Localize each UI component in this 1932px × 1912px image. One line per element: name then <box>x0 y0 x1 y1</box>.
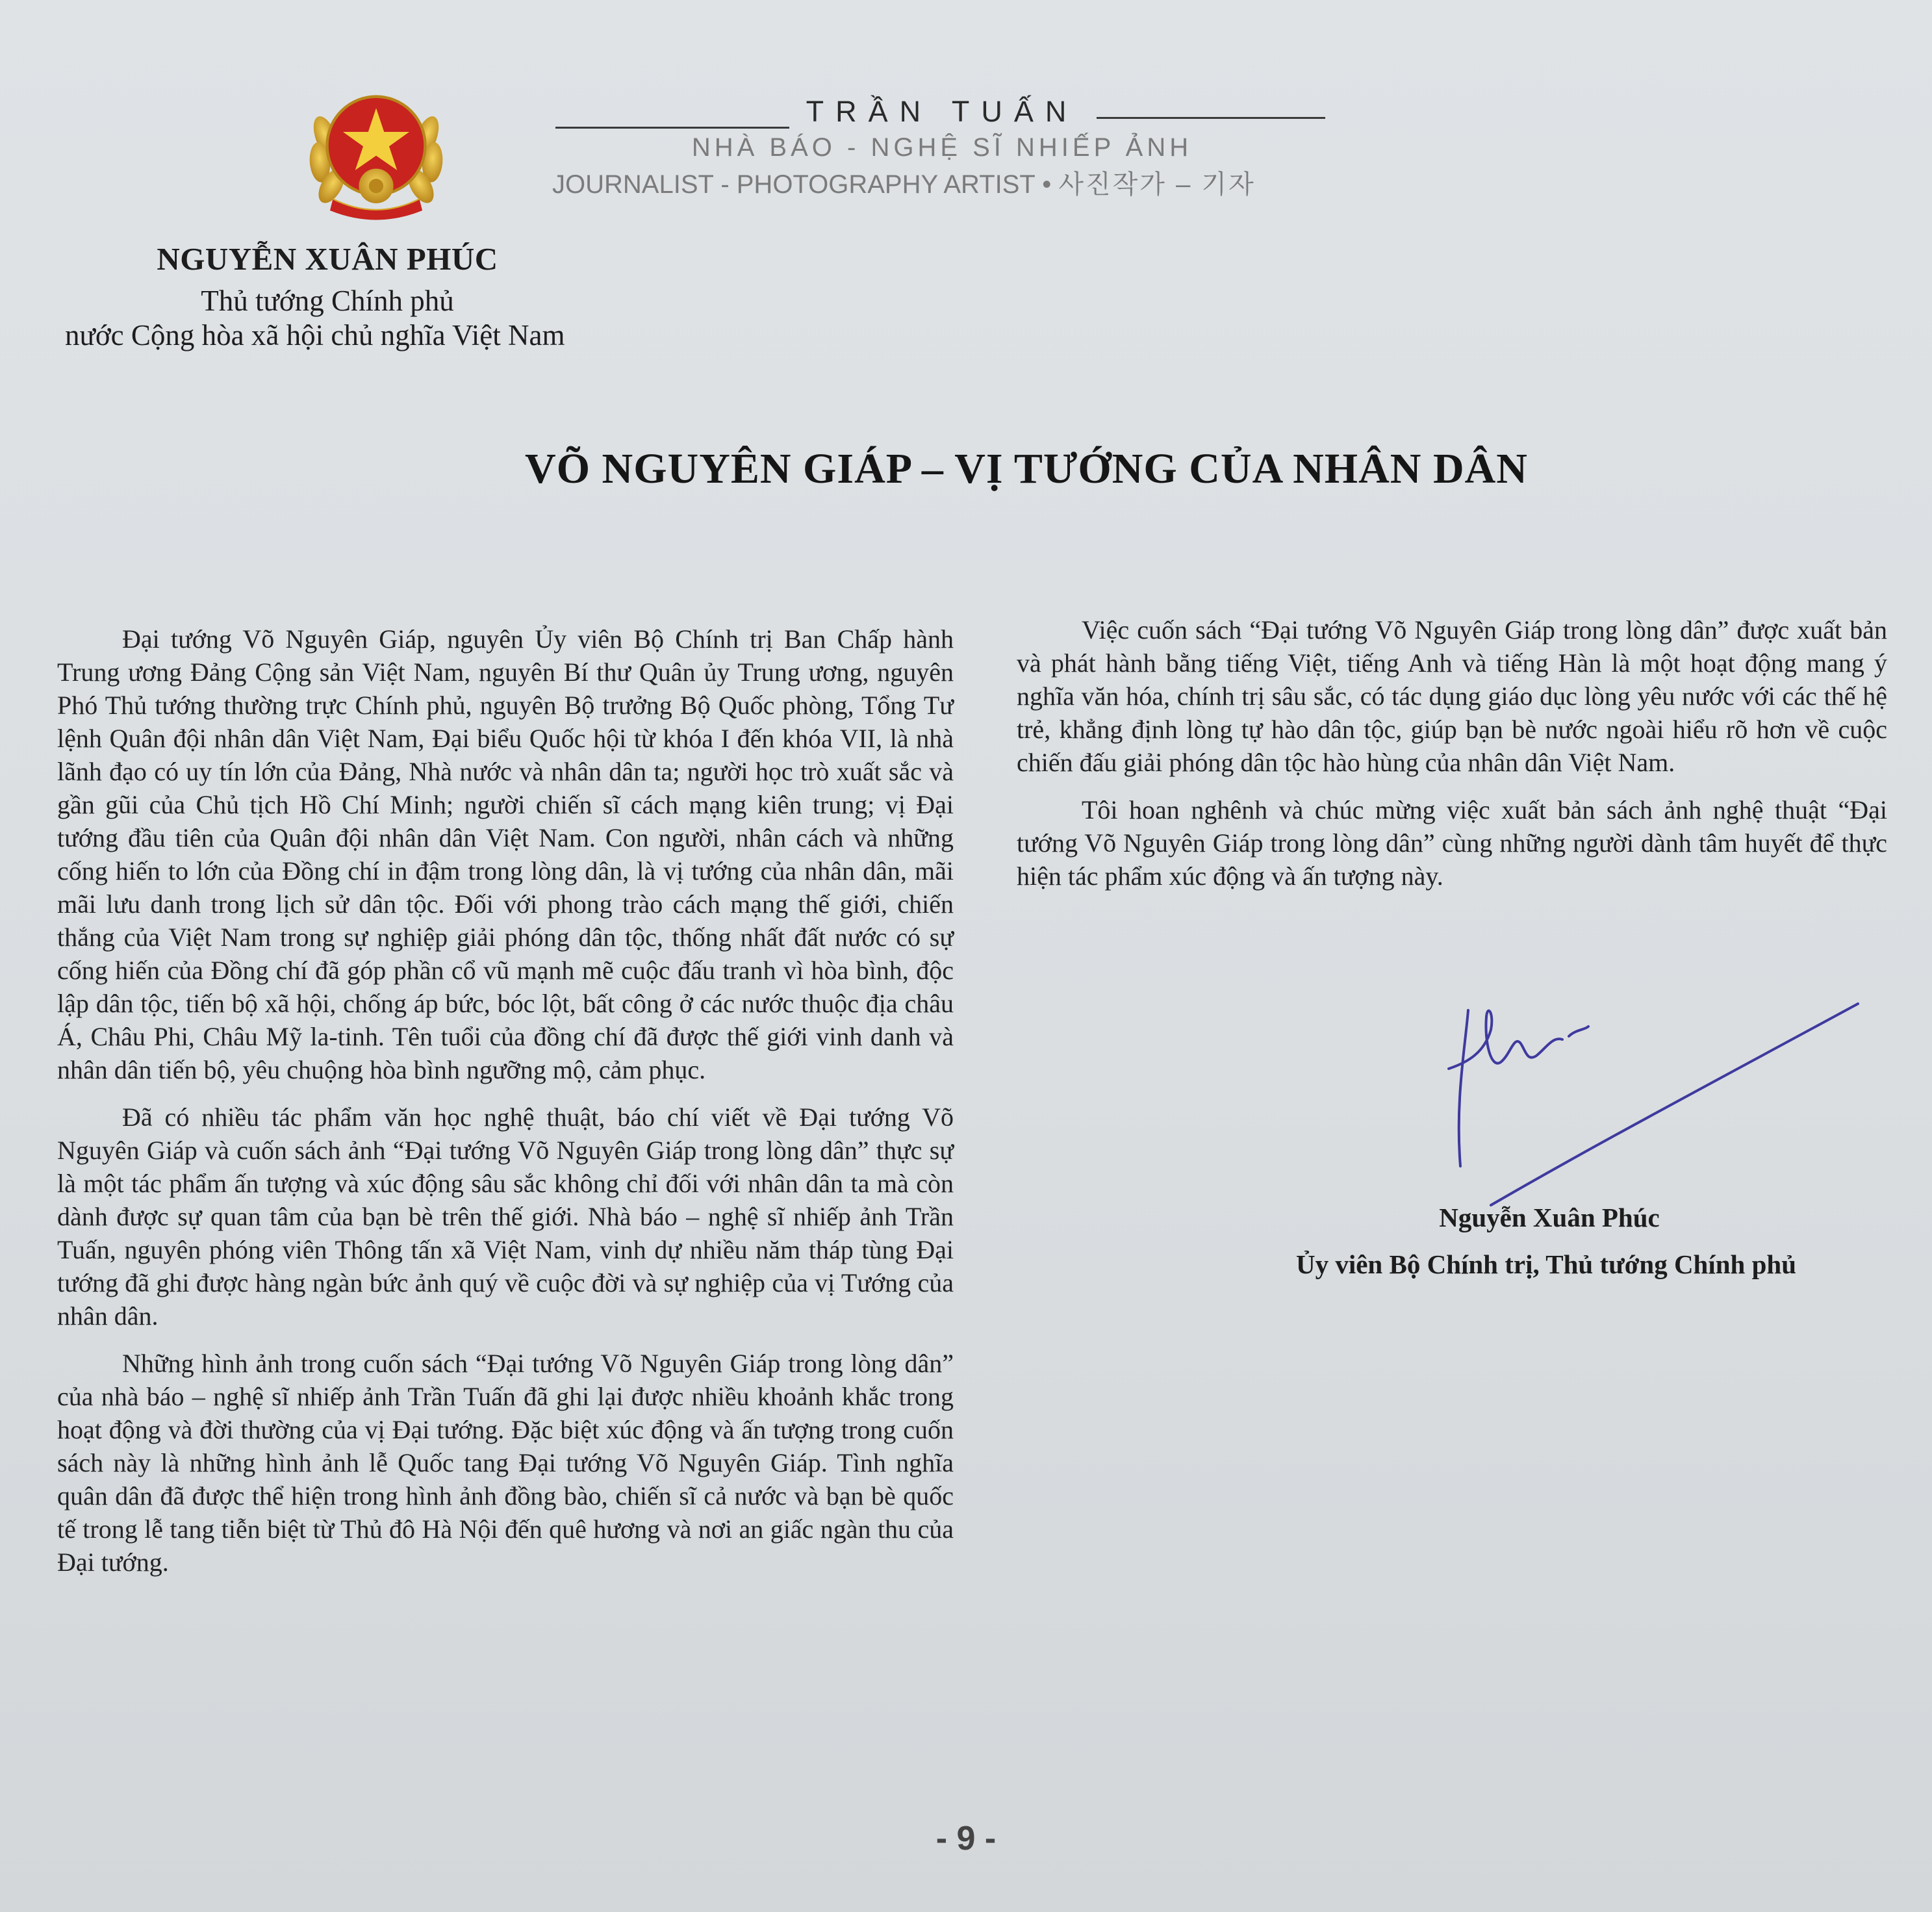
letterhead-title-line <box>552 164 1332 201</box>
body-column-left <box>57 622 954 1593</box>
page-title: VÕ NGUYÊN GIÁP – VỊ TƯỚNG CỦA NHÂN DÂN <box>525 445 1528 492</box>
letterhead-rule-left <box>555 127 789 129</box>
signer-name: Nguyễn Xuân Phúc <box>1439 1203 1660 1232</box>
letterhead-name: TRẦN TUẤN <box>806 95 1078 128</box>
handwritten-signature <box>1429 991 1871 1225</box>
signer-title: Ủy viên Bộ Chính trị, Thủ tướng Chính phủ <box>1295 1249 1797 1279</box>
letterhead-rule-right <box>1097 117 1325 119</box>
letterhead-title-vi: NHÀ BÁO - NGHỆ SĨ NHIẾP ẢNH <box>691 133 1193 162</box>
national-emblem-icon <box>304 79 448 223</box>
author-name: NGUYỄN XUÂN PHÚC <box>157 241 498 277</box>
letterhead-title-ko: 사진작가 – 기자 <box>1058 170 1256 199</box>
body-paragraph: Tôi hoan nghênh và chúc mừng việc xuất bản sách ảnh nghệ thuật “Đại tướng Võ Nguyên Giáp trong lòng dân” cùng những người dành tâm huyết để thực hiện tác phẩm xúc động và ấn tượng này. <box>1017 795 1887 891</box>
body-paragraph: Đã có nhiều tác phẩm văn học nghệ thuật, báo chí viết về Đại tướng Võ Nguyên Giáp và cuốn sách ảnh “Đại tướng Võ Nguyên Giáp trong lòng dân” thực sự là một tác phẩm ấn tượng và xúc động sâu sắc không chỉ đối với nhân dân ta mà còn dành được sự quan tâm của bạn bè trên thế giới. Nhà báo – nghệ sĩ nhiếp ảnh Trần Tuấn, nguyên phóng viên Thông tấn xã Việt Nam, vinh dự nhiều năm tháp tùng Đại tướng đã ghi được hàng ngàn bức ảnh quý về cuộc đời và sự nghiệp của vị Tướng của nhân dân. <box>57 1103 954 1331</box>
body-paragraph: Những hình ảnh trong cuốn sách “Đại tướng Võ Nguyên Giáp trong lòng dân” của nhà báo – nghệ sĩ nhiếp ảnh Trần Tuấn đã ghi lại được nhiều khoảnh khắc trong hoạt động và đời thường của vị Đại tướng. Đặc biệt xúc động và ấn tượng trong cuốn sách này là những hình ảnh lễ Quốc tang Đại tướng Võ Nguyên Giáp. Tình nghĩa quân dân đã được thể hiện trong hình ảnh đồng bào, chiến sĩ cả nước và bạn bè quốc tế trong lễ tang tiễn biệt từ Thủ đô Hà Nội đến quê hương và nơi an giấc ngàn thu của Đại tướng. <box>57 1349 954 1577</box>
body-paragraph: Việc cuốn sách “Đại tướng Võ Nguyên Giáp trong lòng dân” được xuất bản và phát hành bằng tiếng Việt, tiếng Anh và tiếng Hàn là một hoạt động mang ý nghĩa văn hóa, chính trị sâu sắc, có tác dụng giáo dục lòng yêu nước với các thế hệ trẻ, khẳng định lòng tự hào dân tộc, giúp bạn bè nước ngoài hiểu rõ hơn về cuộc chiến đấu giải phóng dân tộc hào hùng của nhân dân Việt Nam. <box>1017 615 1887 777</box>
body-column-right <box>1017 613 1887 907</box>
author-country: nước Cộng hòa xã hội chủ nghĩa Việt Nam <box>65 319 565 351</box>
letterhead-title-en: JOURNALIST - PHOTOGRAPHY ARTIST • <box>552 170 1052 199</box>
page-number: - 9 - <box>935 1820 997 1857</box>
author-role: Thủ tướng Chính phủ <box>201 285 454 317</box>
body-paragraph: Đại tướng Võ Nguyên Giáp, nguyên Ủy viên Bộ Chính trị Ban Chấp hành Trung ương Đảng Cộng sản Việt Nam, nguyên Bí thư Quân ủy Trung ương, nguyên Phó Thủ tướng thường trực Chính phủ, nguyên Bộ trưởng Bộ Quốc phòng, Tổng Tư lệnh Quân đội nhân dân Việt Nam, Đại biểu Quốc hội từ khóa I đến khóa VII, là nhà lãnh đạo có uy tín lớn của Đảng, Nhà nước và nhân dân ta; người học trò xuất sắc và gần gũi của Chủ tịch Hồ Chí Minh; người chiến sĩ cách mạng kiên trung; vị Đại tướng đầu tiên của Quân đội nhân dân Việt Nam. Con người, nhân cách và những cống hiến to lớn của Đồng chí in đậm trong lòng dân, là vị tướng của nhân dân, mãi mãi lưu danh trong lịch sử dân tộc. Đối với phong trào cách mạng thế giới, chiến thắng của Việt Nam trong sự nghiệp giải phóng dân tộc, thống nhất đất nước có sự cống hiến của Đồng chí đã góp phần cổ vũ mạnh mẽ cuộc đấu tranh vì hòa bình, độc lập dân tộc, tiến bộ xã hội, chống áp bức, bóc lột, bất công ở các nước thuộc địa châu Á, Châu Phi, Châu Mỹ la-tinh. Tên tuổi của đồng chí đã được thế giới vinh danh và nhân dân tiến bộ, yêu chuộng hòa bình ngưỡng mộ, cảm phục. <box>57 624 954 1084</box>
